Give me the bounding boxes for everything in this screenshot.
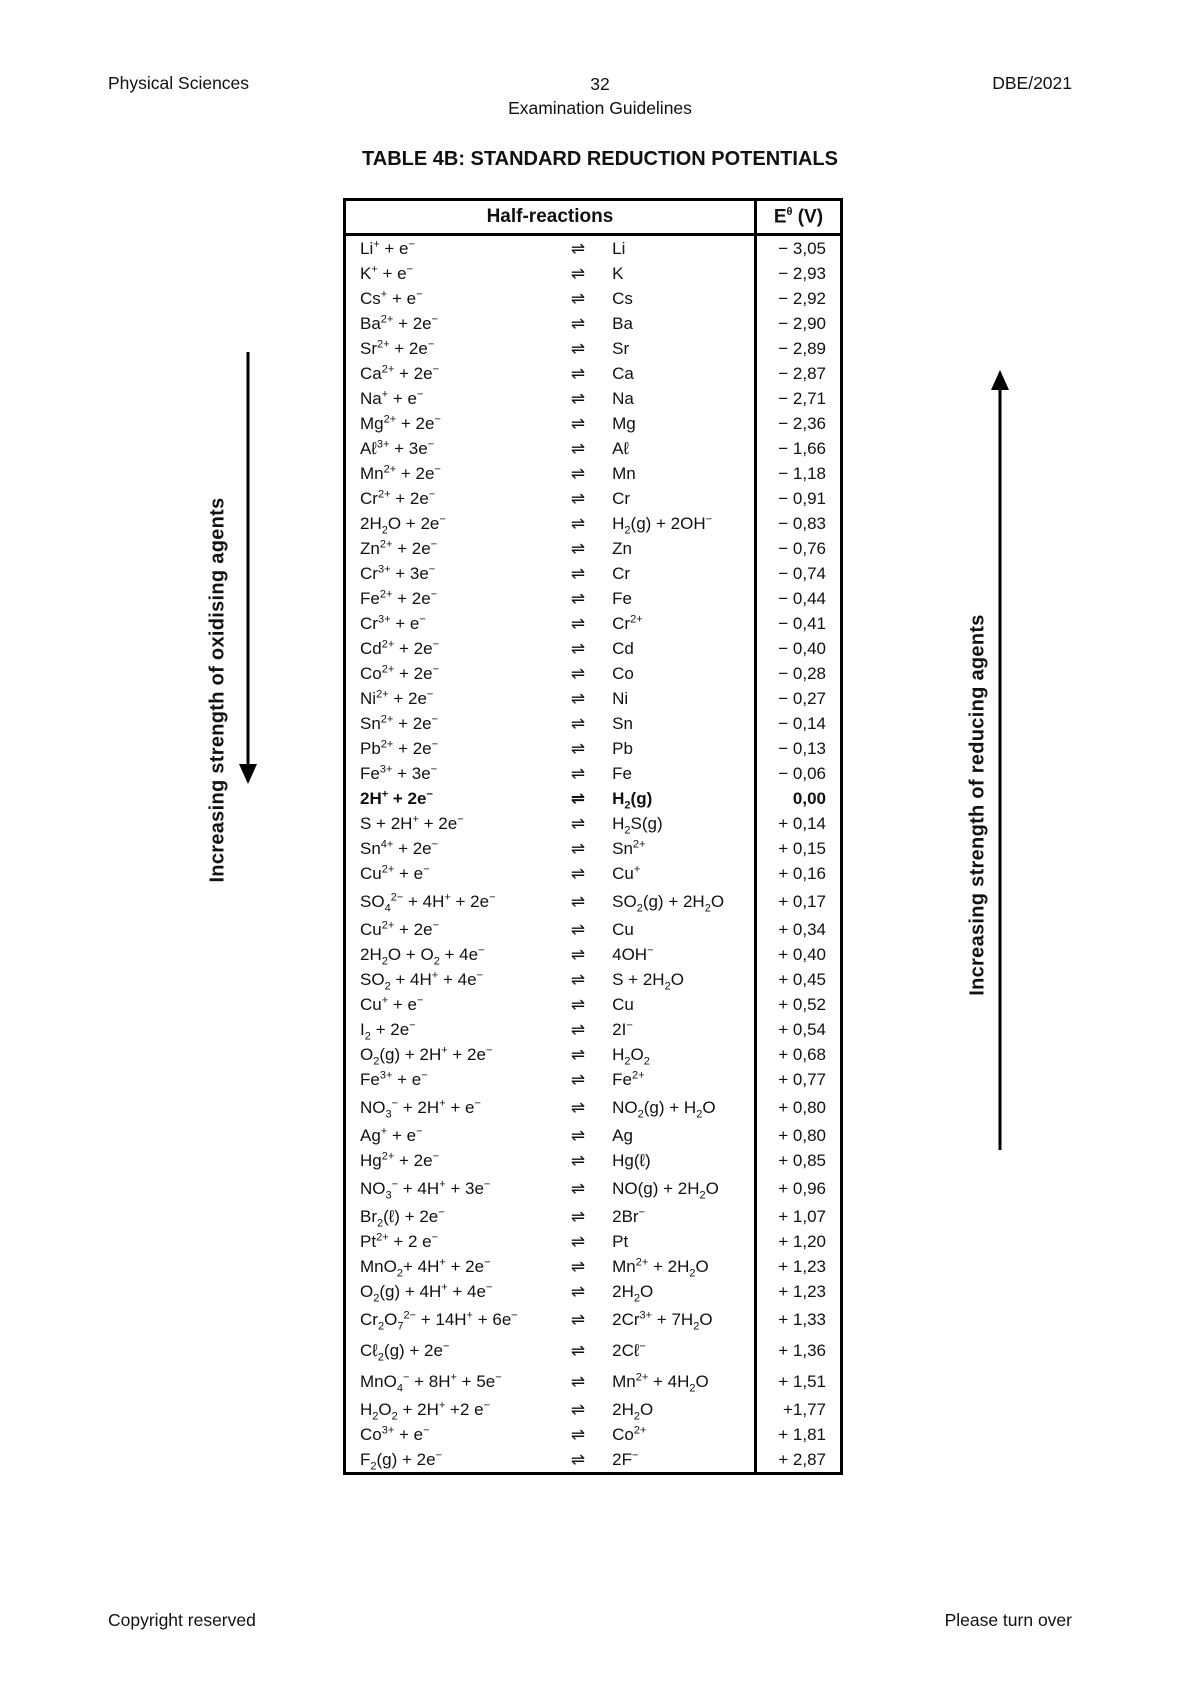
reduced-species: Co [612, 664, 634, 683]
equilibrium-arrow: ⇌ [570, 364, 586, 383]
equilibrium-arrow: ⇌ [570, 995, 586, 1014]
potential-value: + 0,15 [755, 836, 841, 861]
table-row [345, 1092, 842, 1123]
oxidised-species: $Sn^{4+} + 2e^-$ [360, 838, 439, 858]
equilibrium-arrow: ⇌ [570, 945, 586, 964]
reduced-species: Mn [612, 464, 636, 483]
potential-value: + 0,45 [755, 967, 841, 992]
oxidised-species: 2H+ + 2e− [360, 788, 433, 808]
equilibrium-arrow: ⇌ [570, 264, 586, 283]
equilibrium-arrow: ⇌ [570, 439, 586, 458]
table-row [345, 786, 842, 811]
up-arrow-icon [988, 370, 1012, 1150]
table-row [345, 636, 842, 661]
oxidised-species: Aℓ$^{3+}$ + 3e− [360, 438, 435, 458]
oxidised-species: $2H_2O + 2e^-$ [360, 513, 446, 537]
reduced-species: $H_2(g) + 2OH^-$ [612, 513, 713, 537]
potential-value: − 1,66 [755, 436, 841, 461]
potential-value: + 0,68 [755, 1042, 841, 1067]
equilibrium-arrow: ⇌ [570, 639, 586, 658]
table-row [345, 1447, 842, 1474]
reduced-species: 2Br− [612, 1206, 646, 1226]
table-row [345, 711, 842, 736]
equilibrium-arrow: ⇌ [570, 1151, 586, 1170]
equilibrium-arrow: ⇌ [570, 339, 586, 358]
table-row [345, 1229, 842, 1254]
header-subtitle: Examination Guidelines [508, 98, 692, 118]
oxidised-species: Cℓ$_2$(g) + 2e− [360, 1340, 450, 1364]
equilibrium-arrow: ⇌ [570, 1372, 586, 1391]
equilibrium-arrow: ⇌ [570, 589, 586, 608]
equilibrium-arrow: ⇌ [570, 764, 586, 783]
reduced-species: Li [612, 239, 626, 258]
potential-value: − 2,87 [755, 361, 841, 386]
reduced-species: Aℓ [612, 439, 629, 458]
table-row [345, 411, 842, 436]
oxidised-species: $Cu^{2+} + 2e^-$ [360, 919, 440, 939]
oxidised-species: $Sr^{2+} + 2e^-$ [360, 338, 435, 358]
table-row [345, 917, 842, 942]
reduced-species: Cu [612, 995, 634, 1014]
oxidised-species: K+ + e− [360, 263, 414, 283]
potential-value: + 0,52 [755, 992, 841, 1017]
table-row [345, 1279, 842, 1304]
table-row [345, 1366, 842, 1397]
reduced-species: $2Cr^{3+} + 7H_2O$ [612, 1309, 713, 1333]
table-row [345, 736, 842, 761]
equilibrium-arrow: ⇌ [570, 1207, 586, 1226]
table-row [345, 586, 842, 611]
table-row [345, 861, 842, 886]
potential-value: − 0,83 [755, 511, 841, 536]
potential-value: + 0,17 [755, 886, 841, 917]
equilibrium-arrow: ⇌ [570, 739, 586, 758]
table-row [345, 967, 842, 992]
equilibrium-arrow: ⇌ [570, 564, 586, 583]
potential-value: − 0,40 [755, 636, 841, 661]
oxidised-species: $NO_3^- + 4H^+ + 3e^-$ [360, 1178, 491, 1202]
reduced-species: Ag [612, 1126, 633, 1145]
table-row [345, 1173, 842, 1204]
equilibrium-arrow: ⇌ [570, 1232, 586, 1251]
equilibrium-arrow: ⇌ [570, 464, 586, 483]
reduced-species: $Mn^{2+} + 2H_2O$ [612, 1256, 709, 1280]
reduced-species: Mg [612, 414, 636, 433]
equilibrium-arrow: ⇌ [570, 664, 586, 683]
equilibrium-arrow: ⇌ [570, 1310, 586, 1329]
potential-value: − 0,74 [755, 561, 841, 586]
reduced-species: $H_2(g)$ [612, 789, 653, 812]
reduced-species: Cd [612, 639, 634, 658]
oxidised-species: $I_2 + 2e^-$ [360, 1019, 416, 1043]
reduced-species: Ni [612, 689, 629, 708]
reduced-species: $H_2S(g)$ [612, 814, 663, 837]
equilibrium-arrow: ⇌ [570, 839, 586, 858]
oxidised-species: $Co^{3+} + e^-$ [360, 1424, 430, 1444]
reduced-species: Sr [612, 339, 630, 358]
table-row [345, 611, 842, 636]
reduced-species: Pt [612, 1232, 629, 1251]
reduced-species: Fe [612, 764, 632, 783]
oxidised-species: $SO_4^{2-} + 4H^+ + 2e^-$ [360, 891, 496, 915]
potential-value: + 0,54 [755, 1017, 841, 1042]
potential-value: − 0,13 [755, 736, 841, 761]
reduced-species: 2I− [612, 1019, 633, 1039]
table-row [345, 992, 842, 1017]
oxidised-species: Cu+ + e− [360, 994, 424, 1014]
reduced-species: 2F− [612, 1449, 639, 1469]
equilibrium-arrow: ⇌ [570, 1341, 586, 1360]
equilibrium-arrow: ⇌ [570, 1020, 586, 1039]
footer-turn-over: Please turn over [944, 1610, 1072, 1630]
potential-value: + 1,23 [755, 1254, 841, 1279]
reduced-species: Cr [612, 489, 631, 508]
equilibrium-arrow: ⇌ [570, 892, 586, 911]
potential-value: + 1,23 [755, 1279, 841, 1304]
oxidised-species: $Cr^{2+} + 2e^-$ [360, 488, 436, 508]
equilibrium-arrow: ⇌ [570, 970, 586, 989]
table-row [345, 836, 842, 861]
equilibrium-arrow: ⇌ [570, 1098, 586, 1117]
potential-value: + 0,96 [755, 1173, 841, 1204]
table-row [345, 436, 842, 461]
e-unit: (V) [792, 206, 824, 228]
table-row [345, 1397, 842, 1422]
table-row [345, 311, 842, 336]
equilibrium-arrow: ⇌ [570, 1070, 586, 1089]
oxidised-species: $Mg^{2+} + 2e^-$ [360, 413, 441, 433]
table-row [345, 235, 842, 262]
potential-value: − 2,36 [755, 411, 841, 436]
equilibrium-arrow: ⇌ [570, 789, 586, 808]
table-row [345, 942, 842, 967]
oxidised-species: $Cr^{3+} + 3e^-$ [360, 563, 436, 583]
potential-value: + 1,36 [755, 1335, 841, 1366]
reduced-species: Cs [612, 289, 633, 308]
oxidised-species: $O_2(g) + 2H^+ + 2e^-$ [360, 1044, 493, 1068]
standard-state-symbol: θ [786, 205, 793, 218]
potential-value: − 2,93 [755, 261, 841, 286]
equilibrium-arrow: ⇌ [570, 864, 586, 883]
reduced-species: $Co^{2+}$ [612, 1424, 647, 1444]
oxidised-species: $H_2O_2 + 2H^+ +2$ e− [360, 1399, 491, 1423]
equilibrium-arrow: ⇌ [570, 289, 586, 308]
table-row [345, 511, 842, 536]
oxidised-species: S + 2H+ + 2e− [360, 813, 464, 833]
potential-value: − 2,90 [755, 311, 841, 336]
oxidised-species: $Cr_2O_7^{2-} + 14H^+ + 6e^-$ [360, 1309, 518, 1333]
equilibrium-arrow: ⇌ [570, 1257, 586, 1276]
table-row [345, 1067, 842, 1092]
equilibrium-arrow: ⇌ [570, 920, 586, 939]
equilibrium-arrow: ⇌ [570, 1126, 586, 1145]
reducing-strength-label: Increasing strength of reducing agents [966, 614, 989, 996]
table-row [345, 536, 842, 561]
potential-value: + 0,14 [755, 811, 841, 836]
oxidised-species: $Fe^{3+} + 3e^-$ [360, 763, 438, 783]
potential-value: + 1,81 [755, 1422, 841, 1447]
reduced-species: Fe [612, 589, 632, 608]
potential-value: + 0,80 [755, 1123, 841, 1148]
table-row [345, 261, 842, 286]
potential-value: − 0,76 [755, 536, 841, 561]
oxidised-species: $Ba^{2+} + 2e^-$ [360, 313, 439, 333]
potential-value: + 1,51 [755, 1366, 841, 1397]
reduction-potentials-table [343, 198, 843, 1475]
equilibrium-arrow: ⇌ [570, 614, 586, 633]
potential-value: + 1,07 [755, 1204, 841, 1229]
oxidised-species: $F_2(g) + 2e^-$ [360, 1449, 443, 1473]
page-number: 32 [590, 74, 610, 94]
e-symbol: E [773, 206, 787, 228]
down-arrow-icon [236, 352, 260, 784]
reduced-species: $SO_2(g) + 2H_2O$ [612, 892, 725, 915]
oxidised-species: $Sn^{2+} + 2e^-$ [360, 713, 439, 733]
equilibrium-arrow: ⇌ [570, 1400, 586, 1419]
potential-value: − 0,06 [755, 761, 841, 786]
header-subject: Physical Sciences [108, 73, 250, 93]
table-row [345, 811, 842, 836]
reduced-species: $Cr^{2+}$ [612, 613, 643, 633]
reduced-species: $Mn^{2+} + 4H_2O$ [612, 1371, 709, 1395]
oxidised-species: Li+ + e− [360, 238, 415, 258]
oxidised-species: Cs+ + e− [360, 288, 423, 308]
table-row [345, 461, 842, 486]
table-row [345, 1123, 842, 1148]
table-row [345, 1335, 842, 1366]
potential-value: + 2,87 [755, 1447, 841, 1474]
reduced-species: Hg(ℓ) [612, 1151, 651, 1170]
table-row [345, 1148, 842, 1173]
table-row [345, 1422, 842, 1447]
table-row [345, 1254, 842, 1279]
reduced-species: Zn [612, 539, 632, 558]
table-row [345, 336, 842, 361]
oxidised-species: $Mn^{2+} + 2e^-$ [360, 463, 441, 483]
potential-value: − 2,89 [755, 336, 841, 361]
oxidised-species: Na+ + e− [360, 388, 424, 408]
table-row [345, 286, 842, 311]
potential-value: + 0,77 [755, 1067, 841, 1092]
reduced-species: $Sn^{2+}$ [612, 838, 646, 858]
reduced-species: $NO_2(g) + H_2O$ [612, 1098, 716, 1121]
reduced-species: $S + 2H_2O$ [612, 970, 684, 993]
potential-value: + 0,16 [755, 861, 841, 886]
potential-value: − 0,28 [755, 661, 841, 686]
reduced-species: $NO(g) + 2H_2O$ [612, 1179, 719, 1202]
equilibrium-arrow: ⇌ [570, 1282, 586, 1301]
oxidised-species: $Cr^{3+} + e^-$ [360, 613, 426, 633]
page-title: TABLE 4B: STANDARD REDUCTION POTENTIALS [362, 148, 838, 170]
reduced-species: Ca [612, 364, 634, 383]
potential-value: − 0,44 [755, 586, 841, 611]
reduced-species: $H_2O_2$ [612, 1045, 650, 1068]
table-row [345, 561, 842, 586]
oxidised-species: Ag+ + e− [360, 1125, 423, 1145]
reduced-species: Cu+ [612, 863, 641, 883]
equilibrium-arrow: ⇌ [570, 314, 586, 333]
table-row [345, 886, 842, 917]
potential-value: + 0,40 [755, 942, 841, 967]
oxidised-species: $O_2(g) + 4H^+ + 4e^-$ [360, 1281, 493, 1305]
table-row [345, 361, 842, 386]
equilibrium-arrow: ⇌ [570, 1179, 586, 1198]
equilibrium-arrow: ⇌ [570, 714, 586, 733]
header-half-reactions: Half-reactions [345, 200, 756, 235]
oxidised-species: $SO_2 + 4H^+ + 4e^-$ [360, 969, 483, 993]
oxidised-species: $Ni^{2+} + 2e^-$ [360, 688, 434, 708]
oxidised-species: $Cu^{2+} + e^-$ [360, 863, 430, 883]
potential-value: + 0,80 [755, 1092, 841, 1123]
potential-value: − 0,41 [755, 611, 841, 636]
oxidised-species: $Zn^{2+} + 2e^-$ [360, 538, 438, 558]
header-code: DBE/2021 [992, 73, 1072, 93]
potential-value: − 1,18 [755, 461, 841, 486]
oxidised-species: $Pb^{2+} + 2e^-$ [360, 738, 439, 758]
reduced-species: 2Cℓ− [612, 1340, 646, 1360]
potential-value: +1,77 [755, 1397, 841, 1422]
oxidised-species: $Hg^{2+} + 2e^-$ [360, 1150, 440, 1170]
reduced-species: Cu [612, 920, 634, 939]
equilibrium-arrow: ⇌ [570, 489, 586, 508]
table-header-row [345, 200, 842, 235]
oxidised-species: MnO$_4$− + 8H+ + 5e− [360, 1371, 502, 1395]
oxidised-species: MnO$_2$+ 4H+ + 2e− [360, 1256, 491, 1280]
equilibrium-arrow: ⇌ [570, 239, 586, 258]
table-row [345, 661, 842, 686]
table-row [345, 686, 842, 711]
oxidised-species: $Br_2(\ell) + 2e^-$ [360, 1206, 445, 1230]
oxidised-species: $Fe^{2+} + 2e^-$ [360, 588, 438, 608]
table-row [345, 1204, 842, 1229]
equilibrium-arrow: ⇌ [570, 814, 586, 833]
equilibrium-arrow: ⇌ [570, 1450, 586, 1469]
table-row [345, 761, 842, 786]
reduced-species: Ba [612, 314, 633, 333]
equilibrium-arrow: ⇌ [570, 514, 586, 533]
table-row [345, 386, 842, 411]
footer-copyright: Copyright reserved [108, 1610, 256, 1630]
potential-value: + 0,34 [755, 917, 841, 942]
oxidised-species: $Co^{2+} + 2e^-$ [360, 663, 440, 683]
potential-value: + 1,20 [755, 1229, 841, 1254]
reduced-species: Na [612, 389, 634, 408]
potential-value: + 0,85 [755, 1148, 841, 1173]
reduced-species: Sn [612, 714, 633, 733]
oxidised-species: $Ca^{2+} + 2e^-$ [360, 363, 440, 383]
reduced-species: K [612, 264, 624, 283]
equilibrium-arrow: ⇌ [570, 389, 586, 408]
potential-value: − 3,05 [755, 235, 841, 262]
reduced-species: $2H_2O$ [612, 1400, 654, 1423]
reduced-species: Cr [612, 564, 631, 583]
table-row [345, 1017, 842, 1042]
potential-value: − 0,27 [755, 686, 841, 711]
equilibrium-arrow: ⇌ [570, 539, 586, 558]
equilibrium-arrow: ⇌ [570, 1045, 586, 1064]
reduced-species: 4OH− [612, 944, 654, 964]
reduced-species: $2H_2O$ [612, 1282, 654, 1305]
header-e-standard [755, 200, 841, 235]
equilibrium-arrow: ⇌ [570, 1425, 586, 1444]
oxidised-species: $NO_3^- + 2H^+ + e^-$ [360, 1097, 481, 1121]
reduced-species: $Fe^{2+}$ [612, 1069, 645, 1089]
potential-value: − 0,91 [755, 486, 841, 511]
table-row [345, 1042, 842, 1067]
oxidised-species: $Fe^{3+} + e^-$ [360, 1069, 428, 1089]
potential-value: 0,00 [755, 786, 841, 811]
oxidised-species: $Cd^{2+} + 2e^-$ [360, 638, 440, 658]
table-row [345, 486, 842, 511]
table-row [345, 1304, 842, 1335]
oxidising-strength-label: Increasing strength of oxidising agents [206, 497, 229, 883]
potential-value: + 1,33 [755, 1304, 841, 1335]
potential-value: − 2,92 [755, 286, 841, 311]
potential-value: − 2,71 [755, 386, 841, 411]
equilibrium-arrow: ⇌ [570, 414, 586, 433]
reduced-species: Pb [612, 739, 633, 758]
oxidised-species: $Pt^{2+} + 2$ e− [360, 1231, 439, 1251]
table-body [345, 235, 842, 1474]
oxidised-species: $2H_2O + O_2 + 4e^-$ [360, 944, 485, 968]
potential-value: − 0,14 [755, 711, 841, 736]
equilibrium-arrow: ⇌ [570, 689, 586, 708]
